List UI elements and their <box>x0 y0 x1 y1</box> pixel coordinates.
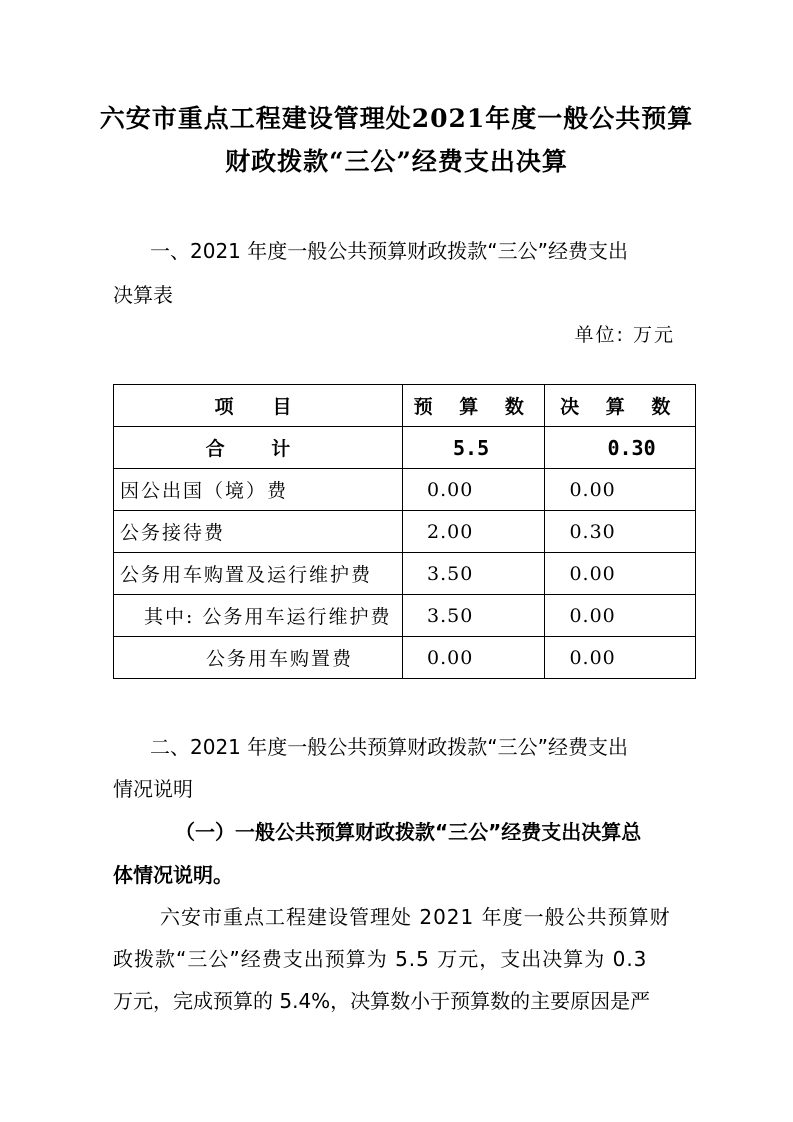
section1-heading-line1: 一、2021 年度一般公共预算财政拨款“三公”经费支出 <box>150 239 628 263</box>
header-item: 项 目 <box>114 385 403 427</box>
subsection1-heading-line2: 体情况说明。 <box>113 863 233 887</box>
table-row <box>114 553 696 595</box>
table-total-row <box>114 427 696 469</box>
table-row <box>114 511 696 553</box>
table-row <box>114 469 696 511</box>
row-label: 公务用车购置费 <box>114 637 403 679</box>
row-budget: 3.50 <box>402 595 544 637</box>
section1-heading-line2: 决算表 <box>113 283 173 307</box>
table-row <box>114 595 696 637</box>
table-header-row <box>114 385 696 427</box>
header-final: 决 算 数 <box>545 385 696 427</box>
body-paragraph-line2: 政拨款“三公”经费支出预算为 5.5 万元，支出决算为 0.3 <box>113 947 648 971</box>
row-budget: 2.00 <box>402 511 544 553</box>
unit-label: 单位: 万元 <box>574 324 675 346</box>
row-final: 0.30 <box>545 511 696 553</box>
body-paragraph-line1: 六安市重点工程建设管理处 2021 年度一般公共预算财 <box>160 905 671 929</box>
total-budget: 5.5 <box>402 427 544 469</box>
row-label: 公务用车购置及运行维护费 <box>114 553 403 595</box>
document-title-line2: 财政拨款“三公”经费支出决算 <box>225 147 568 176</box>
row-label: 其中: 公务用车运行维护费 <box>114 595 403 637</box>
document-title-line1: 六安市重点工程建设管理处2021年度一般公共预算 <box>99 104 694 133</box>
row-label: 因公出国（境）费 <box>114 469 403 511</box>
row-budget: 3.50 <box>402 553 544 595</box>
row-final: 0.00 <box>545 469 696 511</box>
expense-table <box>113 384 696 679</box>
row-final: 0.00 <box>545 595 696 637</box>
section2-heading-line2: 情况说明 <box>113 777 193 801</box>
subsection1-heading-line1: （一）一般公共预算财政拨款“三公”经费支出决算总 <box>175 820 642 844</box>
section2-heading-line1: 二、2021 年度一般公共预算财政拨款“三公”经费支出 <box>150 735 628 759</box>
row-budget: 0.00 <box>402 469 544 511</box>
body-paragraph-line3: 万元，完成预算的 5.4%，决算数小于预算数的主要原因是严 <box>113 989 651 1013</box>
row-final: 0.00 <box>545 553 696 595</box>
header-budget: 预 算 数 <box>402 385 544 427</box>
table-row <box>114 637 696 679</box>
row-final: 0.00 <box>545 637 696 679</box>
total-label: 合 计 <box>114 427 403 469</box>
total-final: 0.30 <box>545 427 696 469</box>
row-budget: 0.00 <box>402 637 544 679</box>
row-label: 公务接待费 <box>114 511 403 553</box>
